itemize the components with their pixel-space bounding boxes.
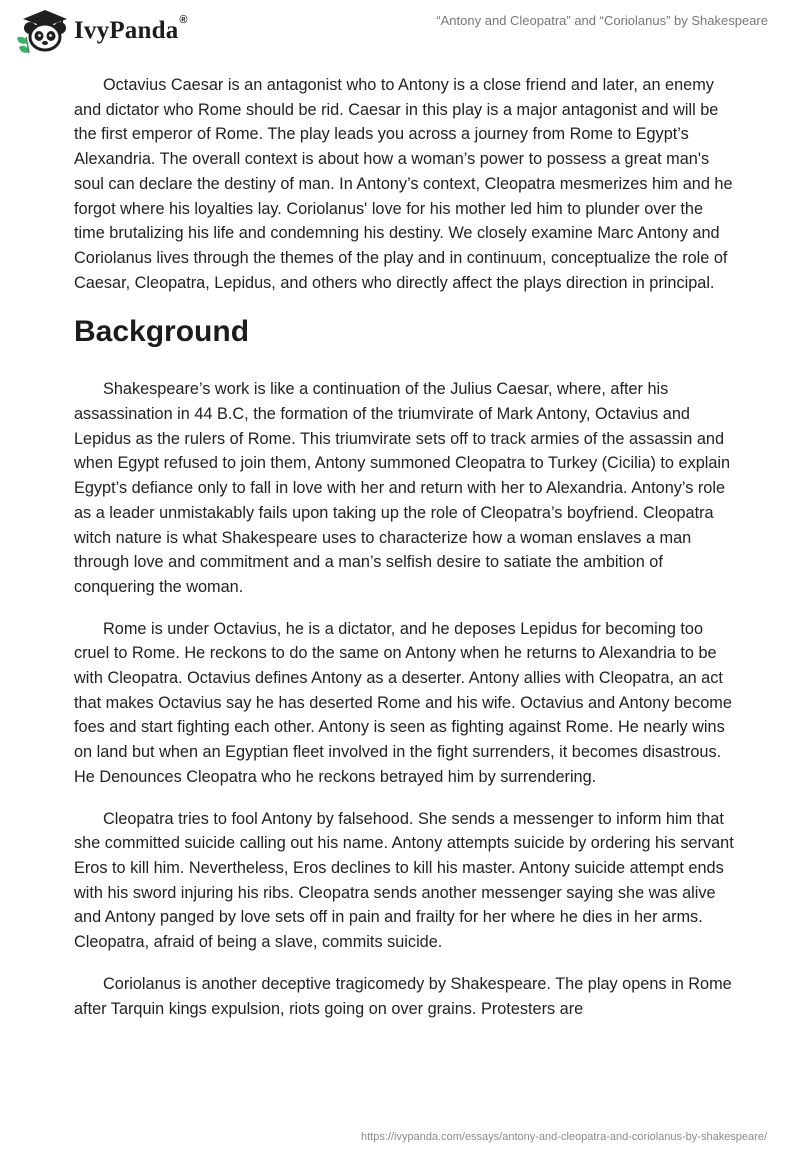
registered-mark: ® — [179, 13, 188, 26]
essay-content — [74, 73, 734, 1038]
background-paragraph-4: Coriolanus is another deceptive tragicomedy by Shakespeare. The play opens in Rome after Tarquin kings expulsion, riots going on over grains. Protesters are — [74, 974, 732, 1018]
background-paragraph-1: Shakespeare’s work is like a continuation of the Julius Caesar, where, after his assassination in 44 B.C, the formation of the triumvirate of Mark Antony, Octavius and Lepidus as the rulers of Rome. This triumvirate sets off to track armies of the assassin and when Egypt refused to join them, Antony summoned Cleopatra to Turkey (Cicilia) to explain Egypt’s defiance only to fall in love with her and return with her to Alexandria. Antony’s role as a leader unmistakably fails upon taking up the role of Cleopatra’s boyfriend. Cleopatra witch nature is what Shakespeare uses to characterize how a woman enslaves a man through love and commitment and a man’s selfish desire to satiate the ambition of conquering the woman. — [74, 380, 731, 596]
intro-paragraph-1: Octavius Caesar is an antagonist who to Antony is a close friend and later, an enemy and dictator who Rome should be rid. Caesar in this play is a major antagonist and will be the first emperor of Rome. The play leads you across a journey from Rome to Egypt’s Alexandria. The overall context is about how a woman’s power to possess a great man's soul can declare the destiny of man. In Antony’s context, Cleopatra mesmerizes him and he forgot where his loyalties lay. Coriolanus' love for his mother led him to plunder over the time brutalizing his life and condemning his destiny. We closely examine Marc Antony and Coriolanus lives through the themes of the play and in continuum, conceptualize the role of Caesar, Cleopatra, Lepidus, and others who directly affect the plays direction in principal. — [74, 76, 733, 292]
panda-graduate-icon — [14, 8, 72, 54]
page-header — [0, 0, 800, 60]
logo-wordmark: IvyPanda® — [74, 13, 188, 44]
section-heading-background: Background — [74, 315, 250, 349]
ivypanda-logo-link[interactable] — [14, 8, 188, 54]
background-paragraph-3: Cleopatra tries to fool Antony by falsehood. She sends a messenger to inform him that she committed suicide calling out his name. Antony attempts suicide by ordering his servant Eros to kill him. Nevertheless, Eros declines to kill his master. Antony suicide attempt ends with his sword injuring his ribs. Cleopatra sends another messenger saying she was alive and Antony panged by love sets off in pain and frailty for her where he dies in her arms. Cleopatra, afraid of being a slave, commits suicide. — [74, 809, 734, 952]
document-title: “Antony and Cleopatra” and “Coriolanus” by Shakespeare — [436, 13, 768, 28]
source-url-link[interactable]: https://ivypanda.com/essays/antony-and-cleopatra-and-coriolanus-by-shakespeare/ — [361, 1131, 767, 1143]
background-paragraph-2: Rome is under Octavius, he is a dictator, and he deposes Lepidus for becoming too cruel to Rome. He reckons to do the same on Antony when he returns to Alexandria to be with Cleopatra. Octavius defines Antony as a deserter. Antony allies with Cleopatra, an act that makes Octavius say he has deserted Rome and his wife. Octavius and Antony become foes and start fighting each other. Antony is seen as fighting against Rome. He nearly wins on land but when an Egyptian fleet involved in the fight surrenders, it becomes disastrous. He Denounces Cleopatra who he reckons betrayed him by surrendering. — [74, 619, 732, 786]
